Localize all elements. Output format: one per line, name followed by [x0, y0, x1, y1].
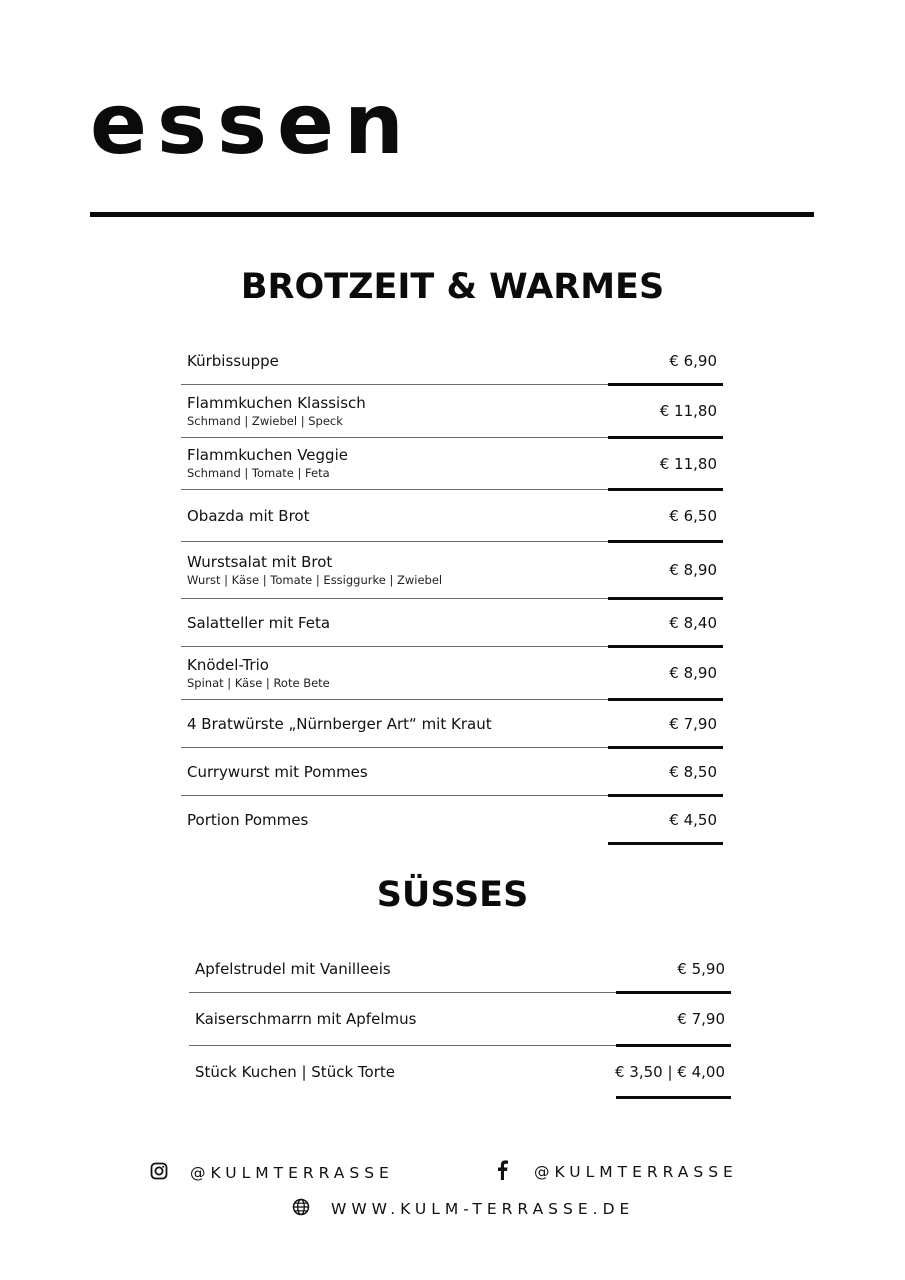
- section-title-suesses: SÜSSES: [376, 875, 529, 915]
- item-price: € 6,50: [669, 506, 717, 525]
- menu-item: [181, 748, 723, 796]
- item-description: Schmand | Zwiebel | Speck: [187, 413, 343, 428]
- item-price: € 8,40: [669, 613, 717, 632]
- item-description: Spinat | Käse | Rote Bete: [187, 675, 330, 690]
- menu-item: [181, 647, 723, 700]
- instagram-handle: @KULMTERRASSE: [190, 1164, 394, 1182]
- section-title-brotzeit: BROTZEIT & WARMES: [240, 267, 665, 307]
- item-description: Schmand | Tomate | Feta: [187, 466, 330, 481]
- menu-item: [189, 945, 731, 993]
- item-name: Portion Pommes: [187, 810, 309, 829]
- menu-item: [189, 993, 731, 1046]
- item-price: € 11,80: [659, 402, 717, 420]
- item-name: Kaiserschmarrn mit Apfelmus: [195, 1010, 417, 1028]
- menu-item: [189, 1046, 731, 1098]
- item-name: Wurstsalat mit Brot: [187, 552, 333, 571]
- item-name: Knödel-Trio: [187, 655, 269, 674]
- globe-icon: [292, 1198, 310, 1220]
- item-name: Obazda mit Brot: [187, 506, 310, 525]
- facebook-handle: @KULMTERRASSE: [534, 1163, 738, 1181]
- item-name: Kürbissuppe: [187, 351, 279, 370]
- menu-list-brotzeit: [181, 337, 723, 844]
- item-name: Flammkuchen Veggie: [187, 446, 348, 465]
- item-price: € 4,50: [669, 810, 717, 829]
- website-url: WWW.KULM-TERRASSE.DE: [331, 1200, 635, 1218]
- item-price: € 7,90: [669, 714, 717, 733]
- item-price: € 5,90: [677, 959, 725, 978]
- item-price: € 3,50 | € 4,00: [614, 1062, 725, 1081]
- instagram-icon: [150, 1162, 168, 1184]
- item-price: € 7,90: [677, 1010, 725, 1028]
- menu-item: [181, 438, 723, 490]
- menu-item: [181, 542, 723, 599]
- menu-item: [181, 599, 723, 647]
- facebook-link[interactable]: [496, 1160, 738, 1184]
- menu-item: [181, 796, 723, 844]
- item-price: € 8,90: [669, 664, 717, 682]
- menu-item: [181, 337, 723, 385]
- instagram-link[interactable]: [150, 1162, 394, 1184]
- facebook-icon: [496, 1160, 508, 1184]
- item-name: Apfelstrudel mit Vanilleeis: [195, 959, 391, 978]
- item-name: Flammkuchen Klassisch: [187, 393, 366, 412]
- item-price: € 11,80: [659, 454, 717, 473]
- page-title: essen: [90, 75, 414, 173]
- item-name: Stück Kuchen | Stück Torte: [195, 1062, 395, 1081]
- item-description: Wurst | Käse | Tomate | Essiggurke | Zwiebel: [187, 572, 443, 587]
- item-name: 4 Bratwürste „Nürnberger Art“ mit Kraut: [187, 714, 492, 733]
- menu-item: [181, 490, 723, 542]
- item-price: € 8,50: [669, 762, 717, 781]
- website-link[interactable]: [292, 1198, 634, 1220]
- menu-item: [181, 385, 723, 438]
- item-price: € 6,90: [669, 351, 717, 370]
- item-price: € 8,90: [669, 561, 717, 579]
- title-divider: [90, 212, 814, 217]
- item-name: Salatteller mit Feta: [187, 613, 331, 632]
- item-name: Currywurst mit Pommes: [187, 762, 368, 781]
- menu-list-suesses: [189, 945, 731, 1098]
- menu-item: [181, 700, 723, 748]
